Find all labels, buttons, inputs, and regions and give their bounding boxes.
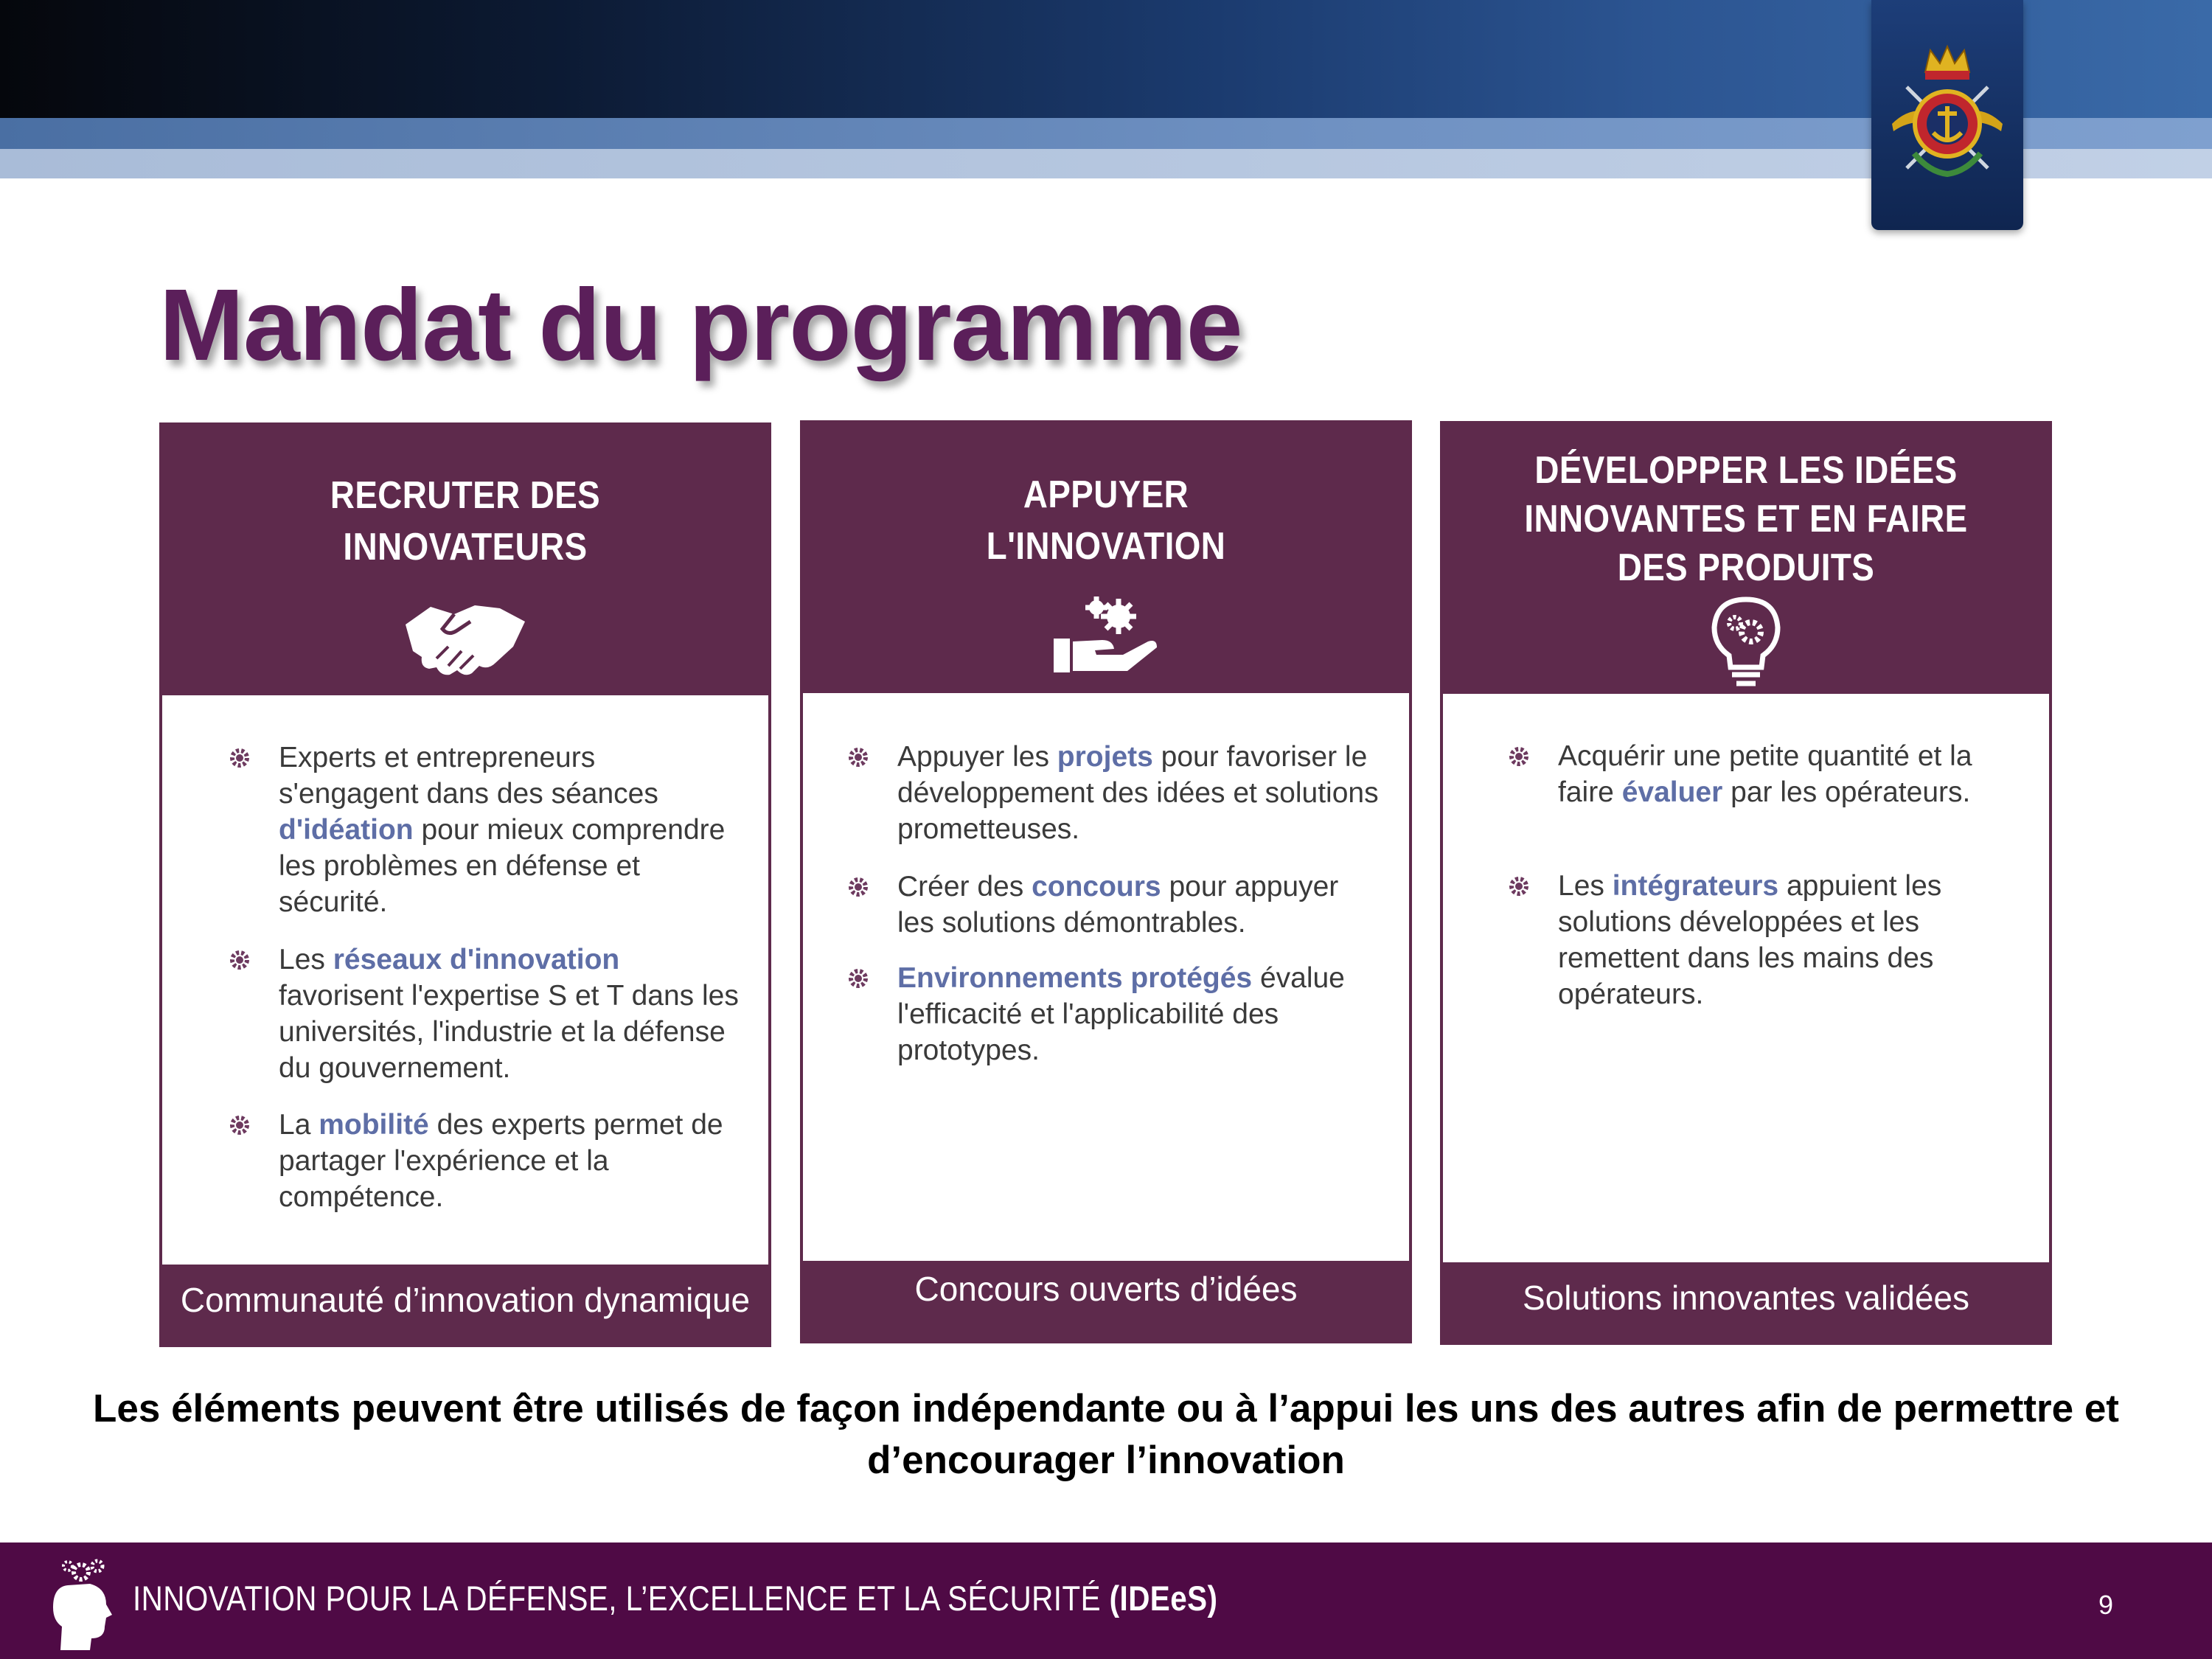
summary-statement: Les éléments peuvent être utilisés de façon indépendante ou à l’appui les uns des autres afin de permettre et d’encourager l’innovation xyxy=(93,1387,2119,1482)
bullet-text: La mobilité des experts permet de partager l'expérience et la compétence. xyxy=(279,1109,723,1213)
bullet-item xyxy=(847,960,1380,1068)
pillar-header xyxy=(162,425,768,695)
page-number: 9 xyxy=(2098,1590,2114,1620)
gear-bullet-icon xyxy=(229,949,251,971)
pillar-title-line: INNOVANTES ET EN FAIRE xyxy=(1524,498,1968,540)
gear-bullet-icon xyxy=(1508,875,1530,897)
gear-bullet-icon xyxy=(847,746,869,768)
handshake-icon xyxy=(403,592,528,681)
bullet-text: Acquérir une petite quantité et la faire évaluer par les opérateurs. xyxy=(1558,740,1972,808)
bullet-text: Créer des concours pour appuyer les solutions démontrables. xyxy=(897,871,1339,939)
pillar-footer: Solutions innovantes validées xyxy=(1443,1262,2049,1342)
bullet-item xyxy=(229,942,739,1086)
bullet-text: Appuyer les projets pour favoriser le développement des idées et solutions prometteuses. xyxy=(897,741,1379,845)
page-title: Mandat du programme xyxy=(159,268,1242,382)
footer-bar xyxy=(0,1543,2212,1659)
pillar-title xyxy=(212,470,719,573)
gear-bullet-icon xyxy=(847,876,869,898)
pillar-footer: Communauté d’innovation dynamique xyxy=(162,1265,768,1344)
gear-bullet-icon xyxy=(229,747,251,769)
pillar-title xyxy=(852,469,1360,572)
pillar-title-line: INNOVATEURS xyxy=(343,526,588,568)
bullet-item xyxy=(229,740,739,920)
pillar-footer: Concours ouverts d’idées xyxy=(803,1261,1409,1340)
bullet-item xyxy=(847,739,1380,847)
pillar-title-line: DES PRODUITS xyxy=(1617,546,1875,589)
pillar-body xyxy=(162,698,768,1226)
bullet-text: Les réseaux d'innovation favorisent l'expertise S et T dans les universités, l'industrie et la défense du gouvernement. xyxy=(279,944,739,1084)
pillar-title-line: RECRUTER DES xyxy=(330,474,601,517)
canadian-armed-forces-crest xyxy=(1871,0,2023,230)
lightbulb-gears-icon xyxy=(1705,594,1787,689)
bullet-item xyxy=(1508,738,2020,810)
bullet-item xyxy=(847,869,1380,941)
bullet-item xyxy=(1508,868,2020,1012)
pillar-card-recruit xyxy=(159,422,771,1347)
pillar-header xyxy=(803,423,1409,693)
pillar-title xyxy=(1492,446,2000,592)
pillar-card-support xyxy=(800,420,1412,1343)
bullet-item xyxy=(229,1107,739,1215)
pillar-header xyxy=(1443,424,2049,694)
hand-gears-icon xyxy=(1051,594,1161,675)
pillar-title-line: APPUYER xyxy=(1023,473,1189,516)
pillar-title-line: DÉVELOPPER LES IDÉES xyxy=(1534,449,1958,492)
pillar-body xyxy=(1443,697,2049,1225)
pillar-body xyxy=(803,696,1409,1224)
bullet-text: Les intégrateurs appuient les solutions développées et les remettent dans les mains des opérateurs. xyxy=(1558,870,1942,1010)
gear-bullet-icon xyxy=(229,1114,251,1136)
bullet-text: Experts et entrepreneurs s'engagent dans des séances d'idéation pour mieux comprendre les problèmes en défense et sécurité. xyxy=(279,742,726,918)
program-name: INNOVATION POUR LA DÉFENSE, L’EXCELLENCE ET LA SÉCURITÉ (IDEeS) xyxy=(133,1579,1218,1618)
pillar-title-line: L'INNOVATION xyxy=(986,525,1226,568)
pillar-card-develop xyxy=(1440,421,2052,1345)
gear-bullet-icon xyxy=(847,967,869,990)
gear-bullet-icon xyxy=(1508,745,1530,768)
bullet-text: Environnements protégés évalue l'efficacité et l'applicabilité des prototypes. xyxy=(897,962,1345,1066)
head-gears-logo-icon xyxy=(46,1556,119,1652)
crest-icon xyxy=(1885,43,2010,183)
